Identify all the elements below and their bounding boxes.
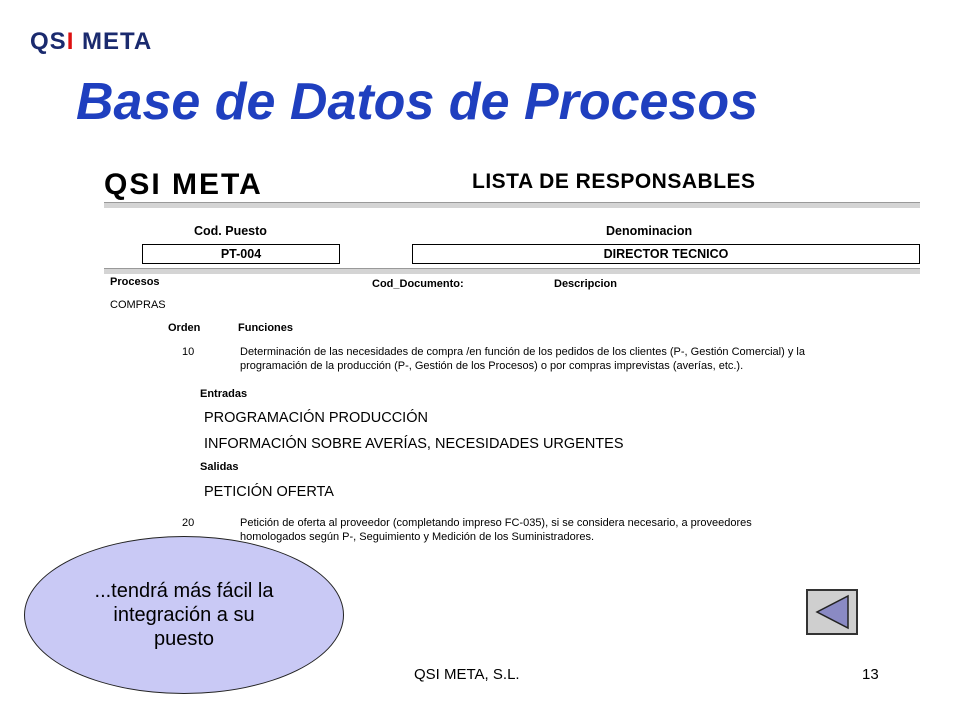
cod-documento-label: Cod_Documento:	[372, 278, 464, 290]
orden-label: Orden	[168, 322, 201, 334]
divider	[104, 268, 920, 274]
orden-value: 10	[182, 346, 195, 358]
page-number: 13	[862, 666, 879, 683]
footer-company: QSI META, S.L.	[414, 666, 520, 683]
cod-puesto-label: Cod. Puesto	[194, 224, 267, 238]
funcion-line: Petición de oferta al proveedor (completando impreso FC-035), si se considera necesario, a proveedores	[240, 517, 752, 529]
entrada-item: PROGRAMACIÓN PRODUCCIÓN	[204, 410, 428, 426]
proceso-value: COMPRAS	[110, 299, 166, 311]
entradas-label: Entradas	[200, 388, 248, 400]
denominacion-label: Denominacion	[606, 224, 693, 238]
callout-text: ...tendrá más fácil la integración a su puesto	[94, 580, 274, 650]
logo-part-i: I	[66, 28, 75, 55]
funcion-line: homologados según P-, Seguimiento y Medición de los Suministradores.	[240, 531, 595, 543]
document-title: LISTA DE RESPONSABLES	[472, 170, 756, 193]
entrada-item: INFORMACIÓN SOBRE AVERÍAS, NECESIDADES URGENTES	[204, 436, 624, 452]
logo-part-qs: QS	[30, 28, 67, 55]
cod-puesto-value: PT-004	[142, 244, 340, 264]
logo-part-meta: META	[74, 28, 153, 55]
salida-item: PETICIÓN OFERTA	[204, 484, 334, 500]
divider	[104, 202, 920, 208]
funciones-label: Funciones	[238, 322, 294, 334]
document-logo: QSI META	[104, 168, 263, 201]
orden-value: 20	[182, 517, 195, 529]
descripcion-label: Descripcion	[554, 278, 617, 290]
previous-slide-button[interactable]	[806, 589, 858, 635]
company-logo	[30, 28, 152, 56]
slide-title: Base de Datos de Procesos	[76, 73, 759, 131]
denominacion-value: DIRECTOR TECNICO	[412, 244, 920, 264]
funcion-line: programación de la producción (P-, Gestión de los Procesos) o por compras imprevistas (averías, etc.).	[240, 360, 744, 372]
procesos-label: Procesos	[110, 276, 160, 288]
callout-bubble	[24, 536, 344, 694]
document-panel	[104, 160, 922, 560]
triangle-left-icon	[808, 591, 856, 633]
salidas-label: Salidas	[200, 461, 239, 473]
funcion-line: Determinación de las necesidades de compra /en función de los pedidos de los clientes (P-, Gestión Comercial) y la	[240, 346, 805, 358]
